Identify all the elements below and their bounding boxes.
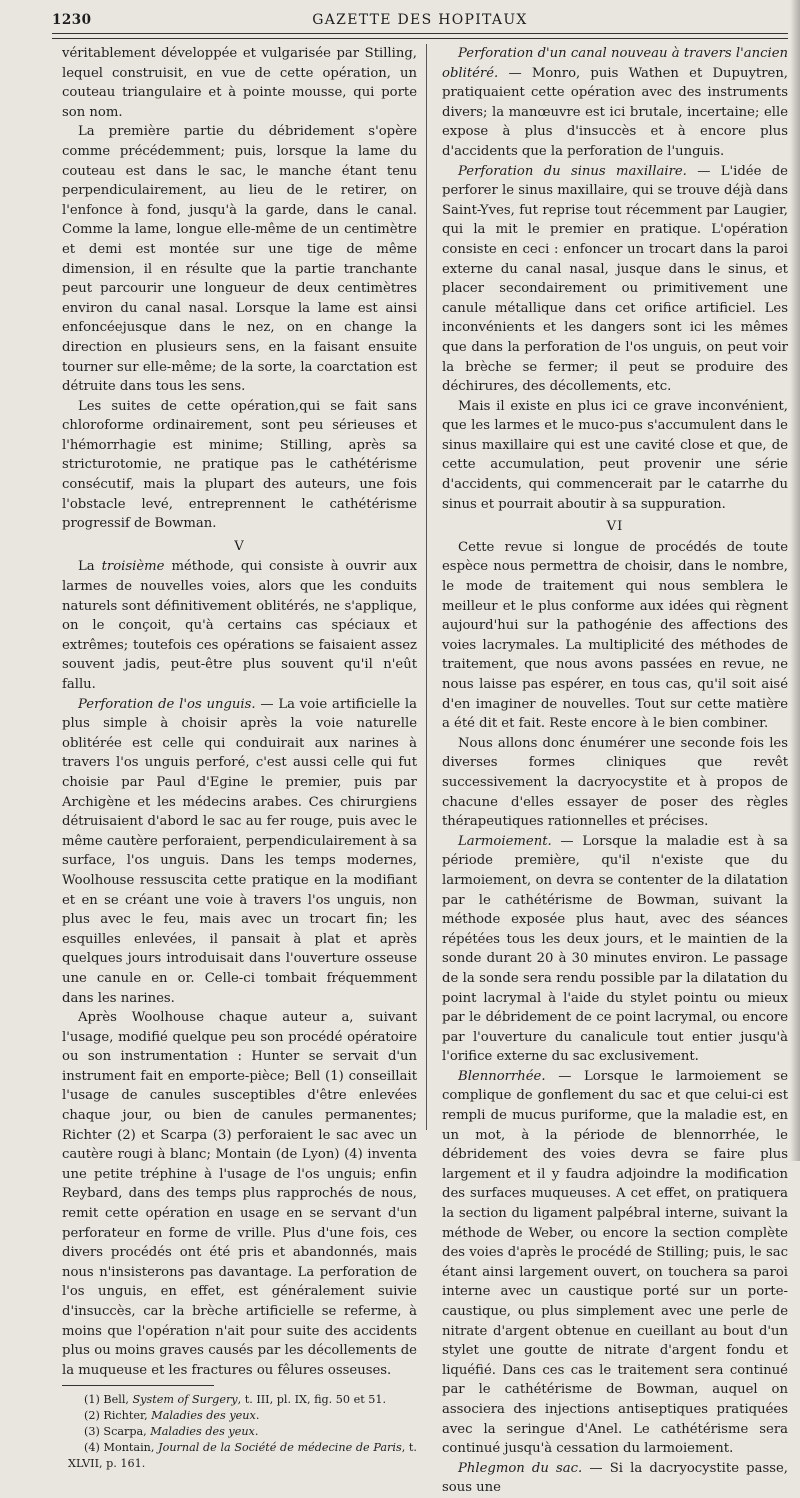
paragraph-text: — Monro, puis Wathen et Dupuytren, pratiquaient cette opération avec des instruments divers; la manœuvre est ici brutale, incertaine; elle expose à plus d'insuccès et à encore plus d'accidents que la perforation de l'unguis. — [442, 65, 788, 159]
footnote-ref: (4) Montain, — [84, 1441, 159, 1455]
paragraph — [442, 832, 788, 1067]
footnote-title: System of Surgery — [132, 1393, 238, 1407]
footnote — [62, 1392, 417, 1408]
subsection-title: Blennorrhée. — [458, 1068, 546, 1084]
subsection-title: Phlegmon du sac. — [458, 1460, 583, 1476]
subsection-title: Perforation de l'os unguis. — [78, 696, 256, 712]
paragraph-text: — Lorsque le larmoiement se complique de gonflement du sac et que celui-ci est rempli de mucus puriforme, que la maladie est, en un mot, à la période de blennorrhée, le débridement des voies devra se faire plus largement et il y faudra adjoindre la modification des surfaces muqueuses. A cet effet, on pratiquera la section du ligament palpébral interne, suivant la méthode de Weber, ou encore la section complète des voies d'après le procédé de Stilling; puis, le sac étant ainsi largement ouvert, on touchera sa paroi interne avec un caustique porté sur un porte-caustique, ou plus simplement avec une perle de nitrate d'argent obtenue en cueillant au bout d'un stylet une goutte de nitrate d'argent fondu et liquéfié. Dans ces cas le traitement sera continué par le cathétérisme de Bowman, auquel on associera des injections antiseptiques pratiquées avec la seringue d'Anel. Le cathétérisme sera continué jusqu'à cessation du larmoiement. — [442, 1068, 788, 1457]
section-heading-vi: VI — [606, 519, 624, 535]
subsection-title: Perforation du sinus maxillaire. — [458, 163, 687, 179]
footnote-ref: (1) Bell, — [84, 1393, 133, 1407]
paragraph-text: — Si la dacryocystite passe, sous une — [442, 1460, 788, 1496]
header-rule — [52, 33, 788, 39]
paragraph — [442, 44, 788, 162]
paragraph — [62, 557, 417, 694]
paragraph: La première partie du débridement s'opère comme précédemment; puis, lorsque la lame du couteau est dans le sac, le manche étant tenu perpendiculairement, au lieu de le retirer, on l'enfonce à fond, jusqu'à la garde, dans le canal. Comme la lame, longue elle-même de un centimètre et demi est montée sur une tige de même dimension, il en résulte que la partie tranchante peut parcourir une longueur de deux centimètres environ du canal nasal. Lorsque la lame est ainsi enfoncéejusque dans le nez, on en change la direction en plusieurs sens, en la faisant ensuite tourner sur elle-même; de la sorte, la coarctation est détruite dans tous les sens. — [62, 124, 417, 395]
paragraph — [442, 1459, 788, 1498]
footnote-title: Maladies des yeux — [151, 1409, 256, 1423]
footnote-title: Maladies des yeux — [150, 1425, 255, 1439]
footnote-rule — [62, 1385, 214, 1386]
footnote — [62, 1408, 417, 1424]
paragraph-lead: La — [78, 559, 102, 575]
page-edge-shadow — [790, 0, 800, 1161]
paragraph-text: — La voie artificielle la plus simple à choisir après la voie naturelle oblitérée est celle qui conduirait aux narines à travers l'os unguis perforé, c'est aussi celle qui fut choisie par Paul d'Egine le premier, puis par Archigène et les médecins arabes. Ces chirurgiens détruisaient d'abord le sac au fer rouge, puis avec le même cautère perforaient, perpendiculairement à sa surface, l'os unguis. Dans les temps modernes, Woolhouse ressuscita cette pratique en la modifiant et en se créant une voie à travers l'os unguis, non plus avec le feu, mais avec un trocart fin; les esquilles enlevées, il pansait à plat et après quelques jours introduisait dans l'ouverture osseuse une canule en or. Celle-ci tombait fréquemment dans les narines. — [62, 696, 418, 1006]
paragraph-text: méthode, qui consiste à ouvrir aux larmes de nouvelles voies, alors que les conduits naturels sont définitivement oblitérés, ne s'applique, on le conçoit, qu'à certains cas spéciaux et extrêmes; toutefois ces opérations se faisaient assez souvent jadis, peut-être plus souvent qu'il n'eût fallu. — [62, 559, 418, 692]
footnote-detail: . — [254, 1425, 259, 1439]
paragraph: véritablement développée et vulgarisée par Stilling, lequel construisit, en vue de cette opération, un couteau triangulaire et à pointe mousse, qui porte son nom. — [62, 46, 417, 120]
running-title: GAZETTE DES HOPITAUX — [312, 12, 528, 28]
paragraph: Mais il existe en plus ici ce grave inconvénient, que les larmes et le muco-pus s'accumulent dans le sinus maxillaire qui est une cavité close et que, de cette accumulation, peut provenir une série d'accidents, qui commencerait par le catarrhe du sinus et pourrait aboutir à sa suppuration. — [442, 398, 788, 512]
paragraph — [442, 162, 788, 397]
paragraph — [62, 695, 417, 1009]
paragraph: Cette revue si longue de procédés de toute espèce nous permettra de choisir, dans le nombre, le mode de traitement qui nous semblera le meilleur et le plus conforme aux idées qui règnent aujourd'hui sur la pathogénie des affections des voies lacrymales. La multiplicité des méthodes de traitement, que nous avons passées en revue, ne nous laisse pas espérer, en tous cas, qu'il soit aisé d'en imaginer de nouvelles. Tout sur cette matière a été dit et fait. Reste encore à le bien combiner. — [442, 539, 788, 732]
paragraph — [442, 1067, 788, 1459]
paragraph: Après Woolhouse chaque auteur a, suivant l'usage, modifié quelque peu son procédé opératoire ou son instrumentation : Hunter se servait d'un instrument fait en emporte-pièce; Bell (1) conseillait l'usage de canules susceptibles d'être enlevées chaque jour, ou bien de canules permanentes; Richter (2) et Scarpa (3) perforaient le sac avec un cautère rougi à blanc; Montain (de Lyon) (4) inventa une petite tréphine à l'usage de l'os unguis; enfin Reybard, dans des temps plus rapprochés de nous, remit cette opération en usage en se servant d'un perforateur en forme de vrille. Plus d'une fois, ces divers procédés ont été pris et abandonnés, mais nous n'insisterons pas davantage. La perforation de l'os unguis, en effet, est généralement suivie d'insuccès, car la brèche artificielle se referme, à moins que l'opération n'ait pour suite des accidents plus ou moins graves causés par les décollements de la muqueuse et les fractures ou fêlures osseuses. — [62, 1010, 417, 1378]
footnote — [62, 1424, 417, 1440]
left-column — [62, 44, 417, 1472]
right-column — [442, 44, 788, 1498]
footnote-ref: (2) Richter, — [84, 1409, 152, 1423]
emphasis: troisième — [101, 559, 165, 575]
footnote-detail: . — [255, 1409, 260, 1423]
paragraph-text: — L'idée de perforer le sinus maxillaire, qui se trouve déjà dans Saint-Yves, fut reprise tout récemment par Laugier, qui la mit le premier en pratique. L'opération consiste en ceci : enfoncer un trocart dans la paroi externe du canal nasal, jusque dans le sinus, et placer secondairement ou primitivement une canule métallique dans cet orifice artificiel. Les inconvénients et les dangers sont ici les mêmes que dans la perforation de l'os unguis, on peut voir la brèche se fermer; il peut se produire des déchirures, des décollements, etc. — [442, 163, 788, 395]
page-number: 1230 — [52, 12, 92, 28]
paragraph: Nous allons donc énumérer une seconde fois les diverses formes cliniques que revêt successivement la dacryocystite et à propos de chacune d'elles essayer de poser des règles thérapeutiques rationnelles et précises. — [442, 735, 788, 830]
section-heading-v: V — [234, 538, 245, 554]
footnote-detail: , t. III, pl. IX, fig. 50 et 51. — [237, 1393, 387, 1407]
page-header — [52, 6, 788, 32]
footnote — [62, 1440, 417, 1472]
subsection-title: Perforation d'un canal nouveau à travers l'ancien oblitéré. — [442, 46, 788, 81]
footnote-ref: (3) Scarpa, — [84, 1425, 151, 1439]
paragraph-text: — Lorsque la maladie est à sa période première, qu'il n'existe que du larmoiement, on devra se contenter de la dilatation par le cathétérisme de Bowman, suivant la méthode exposée plus haut, avec des séances répétées tous les deux jours, et le maintien de la sonde durant 20 à 30 minutes environ. Le passage de la sonde sera rendu possible par la dilatation du point lacrymal à l'aide du stylet pointu ou mieux par le débridement de ce point lacrymal, ou encore par l'ouverture du canalicule tout entier jusqu'à l'orifice externe du sac exclusivement. — [442, 833, 788, 1065]
footnote-detail: , t. XLVII, p. 161. — [68, 1441, 417, 1471]
column-divider — [426, 44, 427, 1130]
footnote-title: Journal de la Société de médecine de Paris — [158, 1441, 402, 1455]
paragraph: Les suites de cette opération,qui se fait sans chloroforme ordinairement, sont peu sérieuses et l'hémorrhagie est minime; Stilling, après sa stricturotomie, ne pratique pas le cathétérisme consécutif, mais la plupart des auteurs, une fois l'obstacle levé, entreprennent le cathétérisme progressif de Bowman. — [62, 398, 417, 532]
subsection-title: Larmoiement. — [458, 833, 552, 849]
